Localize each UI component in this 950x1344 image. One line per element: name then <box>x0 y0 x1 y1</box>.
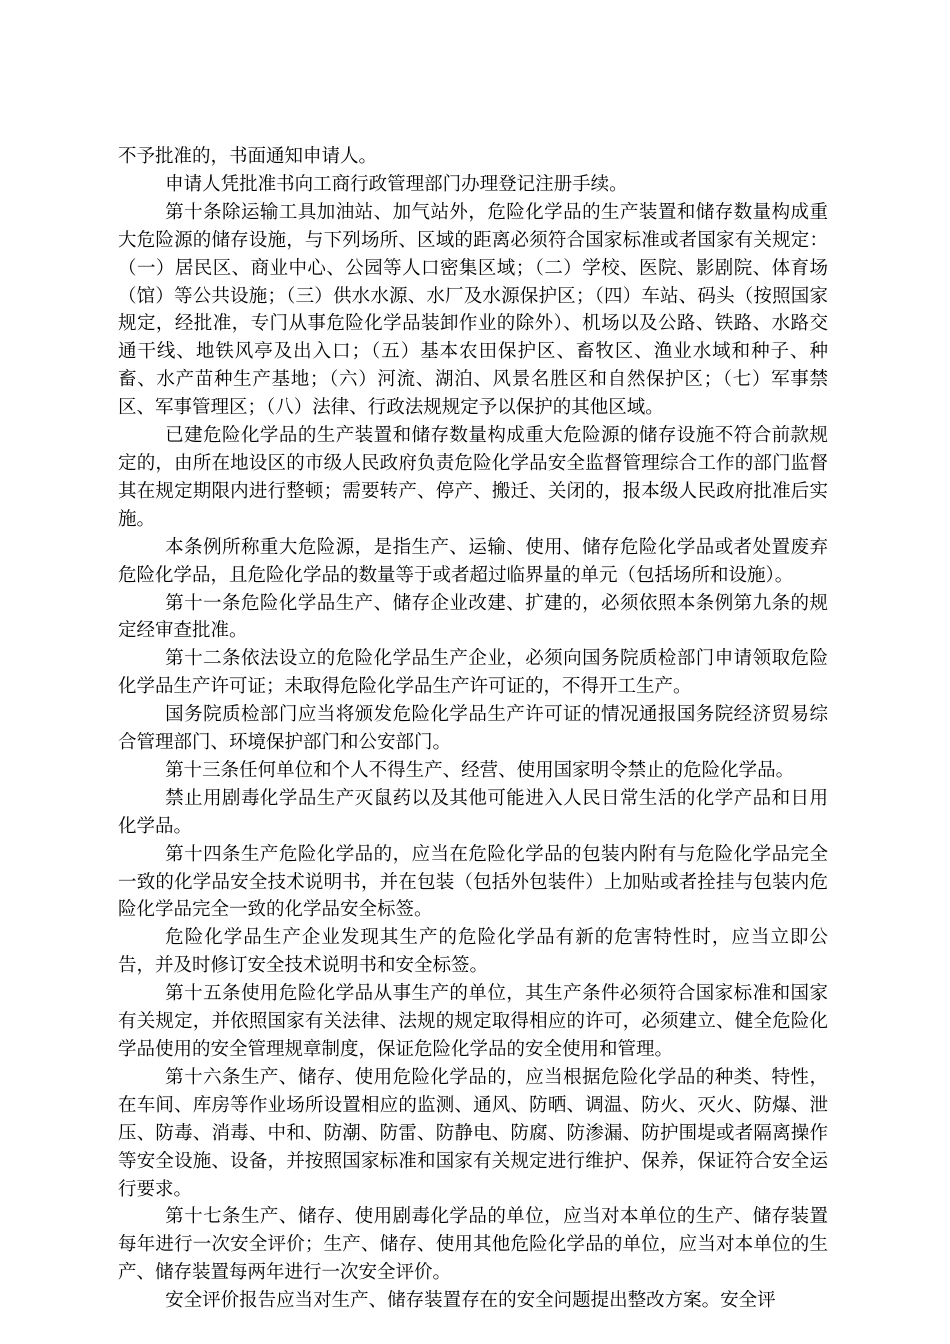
paragraph: 本条例所称重大危险源，是指生产、运输、使用、储存危险化学品或者处置废弃危险化学品，且危险化学品的数量等于或者超过临界量的单元（包括场所和设施）。 <box>118 536 828 586</box>
paragraph: 安全评价报告应当对生产、储存装置存在的安全问题提出整改方案。安全评 <box>165 1290 776 1312</box>
paragraph: 危险化学品生产企业发现其生产的危险化学品有新的危害特性时，应当立即公告，并及时修订安全技术说明书和安全标签。 <box>118 927 828 977</box>
paragraph-article-17: 第十七条生产、储存、使用剧毒化学品的单位，应当对本单位的生产、储存装置每年进行一次安全评价；生产、储存、使用其他危险化学品的单位，应当对本单位的生产、储存装置每两年进行一次安全评价。 <box>118 1206 828 1284</box>
paragraph-article-13: 第十三条任何单位和个人不得生产、经营、使用国家明令禁止的危险化学品。 <box>165 759 795 781</box>
paragraph-article-16: 第十六条生产、储存、使用危险化学品的，应当根据危险化学品的种类、特性，在车间、库房等作业场所设置相应的监测、通风、防晒、调温、防火、灭火、防爆、泄压、防毒、消毒、中和、防潮、防雷、防静电、防腐、防渗漏、防护围堤或者隔离操作等安全设施、设备，并按照国家标准和国家有关规定进行维护、保养，保证符合安全运行要求。 <box>118 1066 828 1200</box>
paragraph-article-12: 第十二条依法设立的危险化学品生产企业，必须向国务院质检部门申请领取危险化学品生产许可证；未取得危险化学品生产许可证的，不得开工生产。 <box>118 648 828 698</box>
paragraph-article-10: 第十条除运输工具加油站、加气站外，危险化学品的生产装置和储存数量构成重大危险源的储存设施，与下列场所、区域的距离必须符合国家标准或者国家有关规定：（一）居民区、商业中心、公园等人口密集区域；（二）学校、医院、影剧院、体育场（馆）等公共设施；（三）供水水源、水厂及水源保护区；（四）车站、码头（按照国家规定，经批准，专门从事危险化学品装卸作业的除外）、机场以及公路、铁路、水路交通干线、地铁风亭及出入口；（五）基本农田保护区、畜牧区、渔业水域和种子、种畜、水产苗种生产基地；（六）河流、湖泊、风景名胜区和自然保护区；（七）军事禁区、军事管理区；（八）法律、行政法规规定予以保护的其他区域。 <box>118 201 828 419</box>
document-page <box>118 143 828 1315</box>
paragraph-article-14: 第十四条生产危险化学品的，应当在危险化学品的包装内附有与危险化学品完全一致的化学品安全技术说明书，并在包装（包括外包装件）上加贴或者拴挂与包装内危险化学品完全一致的化学品安全标签。 <box>118 843 828 921</box>
paragraph: 禁止用剧毒化学品生产灭鼠药以及其他可能进入人民日常生活的化学产品和日用化学品。 <box>118 787 828 837</box>
paragraph: 国务院质检部门应当将颁发危险化学品生产许可证的情况通报国务院经济贸易综合管理部门、环境保护部门和公安部门。 <box>118 704 828 754</box>
paragraph-article-15: 第十五条使用危险化学品从事生产的单位，其生产条件必须符合国家标准和国家有关规定，并依照国家有关法律、法规的规定取得相应的许可，必须建立、健全危险化学品使用的安全管理规章制度，保证危险化学品的安全使用和管理。 <box>118 983 828 1060</box>
paragraph-continuation: 不予批准的，书面通知申请人。 <box>118 146 378 167</box>
paragraph: 申请人凭批准书向工商行政管理部门办理登记注册手续。 <box>165 173 628 195</box>
paragraph: 已建危险化学品的生产装置和储存数量构成重大危险源的储存设施不符合前款规定的，由所在地设区的市级人民政府负责危险化学品安全监督管理综合工作的部门监督其在规定期限内进行整顿；需要转产、停产、搬迁、关闭的，报本级人民政府批准后实施。 <box>118 425 828 530</box>
paragraph-article-11: 第十一条危险化学品生产、储存企业改建、扩建的，必须依照本条例第九条的规定经审查批准。 <box>118 592 828 642</box>
